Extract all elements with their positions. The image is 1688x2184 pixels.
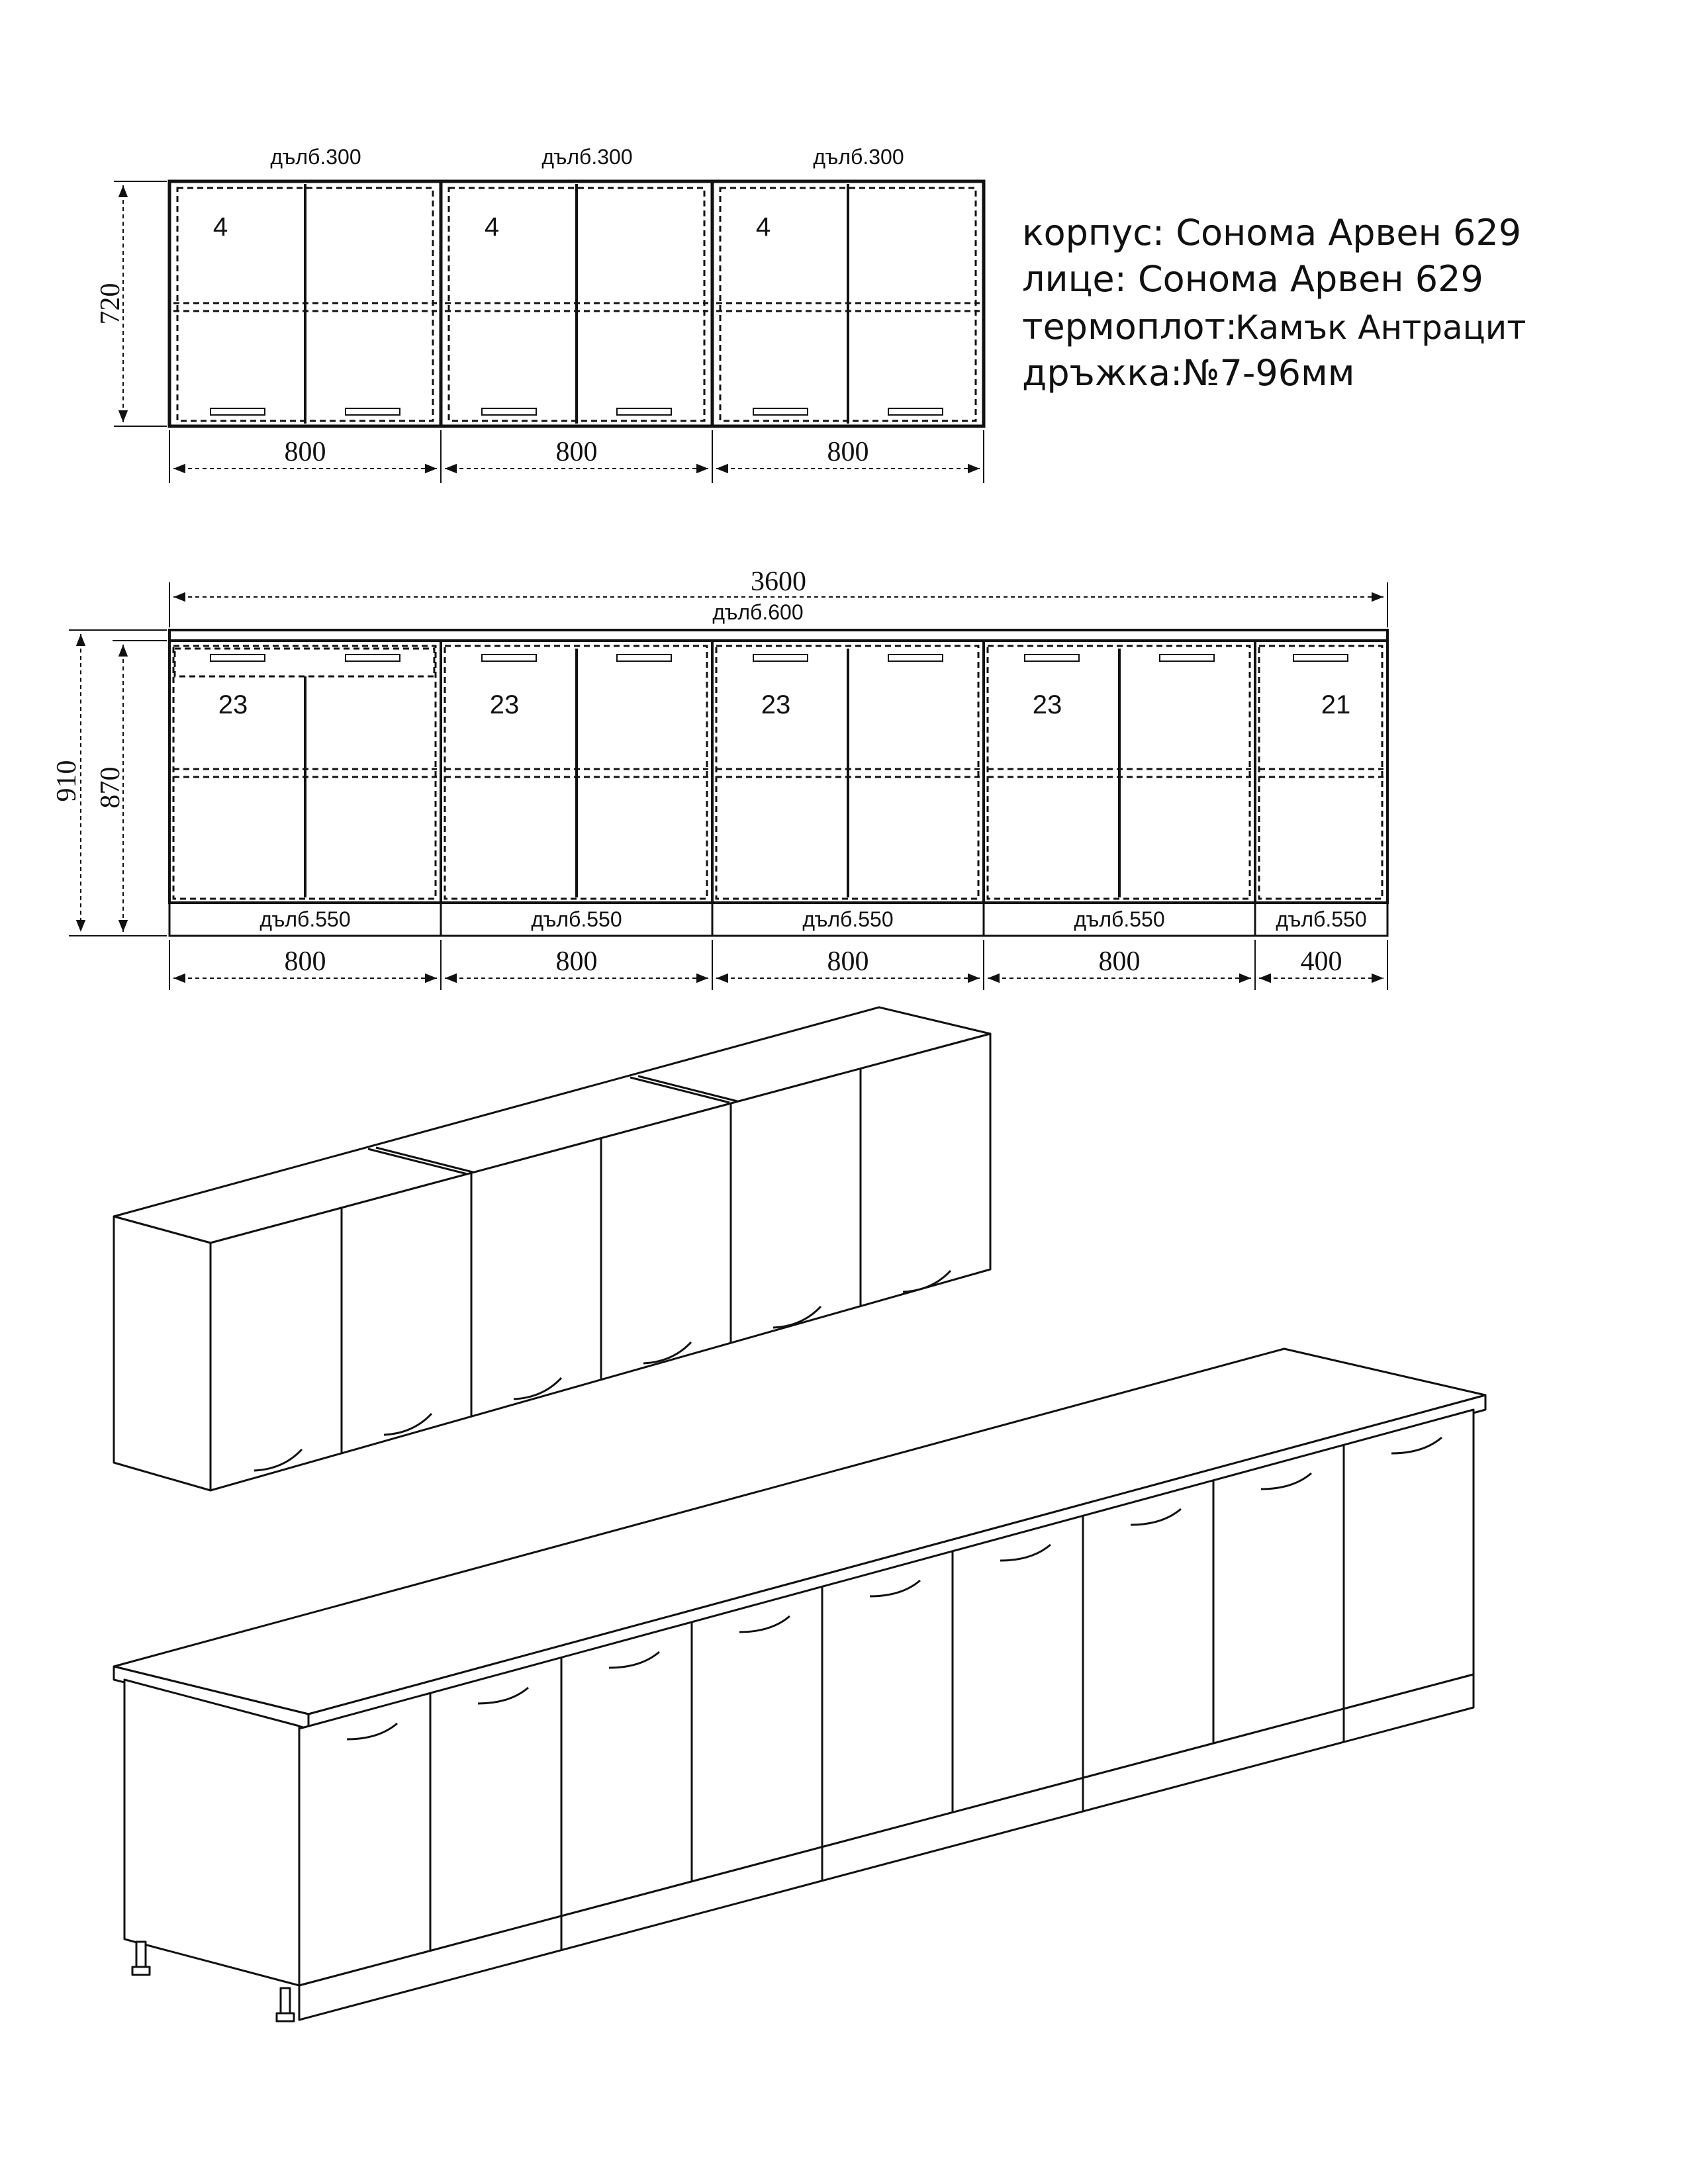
lower-module-number: 23 <box>489 690 520 719</box>
upper-module-number: 4 <box>484 212 500 242</box>
lower-depth-label: дълб.550 <box>259 907 351 931</box>
spec-handle: дръжка:№7-96мм <box>1022 352 1355 394</box>
lower-cabinet-3 <box>712 641 984 936</box>
upper-width-label: 800 <box>555 437 598 467</box>
upper-module-number: 4 <box>212 212 228 242</box>
lower-width-label: 800 <box>284 946 326 977</box>
lower-width-label: 800 <box>1098 946 1141 977</box>
upper-cabinet-3 <box>712 181 984 426</box>
lower-cabinet-4 <box>984 641 1255 936</box>
lower-depth-label: дълб.550 <box>802 907 894 931</box>
upper-depth-label: дълб.300 <box>541 145 633 169</box>
lower-width-label: 800 <box>827 946 869 977</box>
lower-cabinet-5 <box>1255 641 1387 936</box>
upper-depth-label: дълб.300 <box>270 145 361 169</box>
lower-module-number: 23 <box>218 690 248 719</box>
upper-width-label: 800 <box>827 437 869 467</box>
worktop-front <box>169 630 1387 641</box>
upper-3d-view <box>114 1007 990 1490</box>
lower-total-width-label: 3600 <box>751 567 806 597</box>
spec-worktop-label: термоплот: <box>1022 306 1238 347</box>
upper-depth-label: дълб.300 <box>813 145 904 169</box>
lower-cabinet-1 <box>169 641 441 936</box>
lower-depth-label: дълб.550 <box>531 907 622 931</box>
lower-module-number: 23 <box>761 690 791 719</box>
lower-depth-label: дълб.550 <box>1276 907 1367 931</box>
upper-height-label: 720 <box>95 283 126 325</box>
lower-total-depth-label: дълб.600 <box>712 600 804 624</box>
lower-body-height-label: 870 <box>95 766 126 809</box>
lower-depth-label: дълб.550 <box>1074 907 1165 931</box>
upper-module-number: 4 <box>755 212 771 242</box>
lower-module-number: 21 <box>1321 690 1351 719</box>
lower-elevation <box>52 567 1387 990</box>
spec-body: корпус: Сонома Арвен 629 <box>1022 212 1522 253</box>
upper-cabinet-2 <box>441 181 712 426</box>
lower-width-label: 800 <box>555 946 598 977</box>
upper-cabinet-1 <box>169 181 441 426</box>
spec-block <box>1022 212 1526 394</box>
upper-elevation <box>95 145 984 483</box>
lower-module-number: 23 <box>1032 690 1062 719</box>
lower-total-height-label: 910 <box>52 760 82 802</box>
lower-width-label: 400 <box>1300 946 1342 977</box>
upper-width-label: 800 <box>284 437 326 467</box>
spec-worktop-value: Камък Антрацит <box>1235 308 1526 347</box>
lower-cabinet-2 <box>441 641 712 936</box>
spec-front: лице: Сонома Арвен 629 <box>1022 258 1483 300</box>
